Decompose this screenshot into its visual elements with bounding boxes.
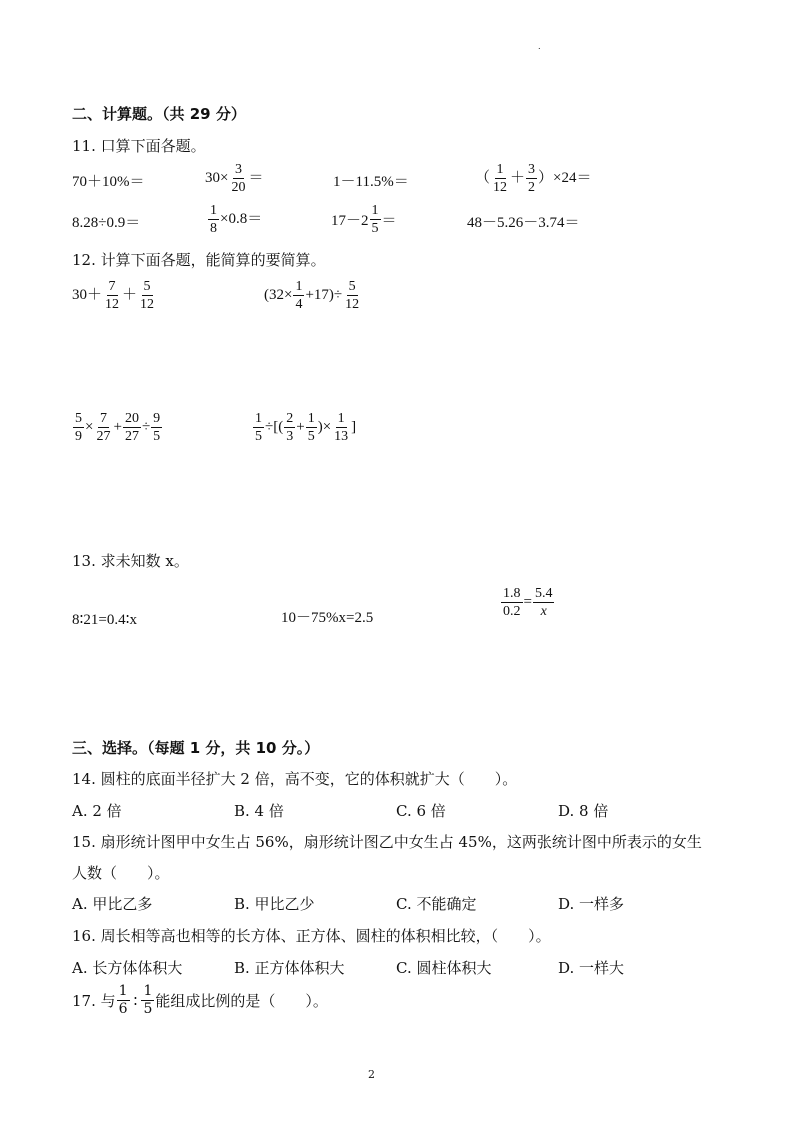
q15-option-a: A. 甲比乙多 xyxy=(72,895,153,913)
q13-eq-3: $\frac{1.8}{0.2}$ = $\frac{5.4}{x}$ xyxy=(503,586,553,619)
q12-expr-1: 30＋ $\frac{7}{12}$ ＋ $\frac{5}{12}$ xyxy=(72,279,155,312)
q14-option-d: D. 8 倍 xyxy=(558,802,609,820)
q11-label: 11. 口算下面各题。 xyxy=(72,137,206,155)
q15-option-c: C. 不能确定 xyxy=(396,895,477,913)
q15-stem-line-1: 15. 扇形统计图甲中女生占 56%，扇形统计图乙中女生占 45%，这两张统计图中所表示的女生 xyxy=(72,833,702,851)
q11-item-g: 17－2 $\frac{1}{5}$ ＝ xyxy=(331,203,397,236)
q16-stem: 16. 周长相等高也相等的长方体、正方体、圆柱的体积相比较，（ ）。 xyxy=(72,927,551,945)
q15-option-b: B. 甲比乙少 xyxy=(234,895,315,913)
q12-expr-2: (32× $\frac{1}{4}$ +17)÷ $\frac{5}{12}$ xyxy=(264,279,360,312)
q13-eq-2: 10－75%x=2.5 xyxy=(281,610,374,626)
q12-expr-3: $\frac{5}{9}$ × $\frac{7}{27}$ + $\frac{20}{27}$ ÷ $\frac{9}{5}$ xyxy=(75,411,161,444)
q11-item-d: （ $\frac{1}{12}$ ＋ $\frac{3}{2}$ ）×24＝ xyxy=(475,162,592,195)
q11-item-e: 8.28÷0.9＝ xyxy=(72,215,141,231)
q14-option-a: A. 2 倍 xyxy=(72,802,122,820)
q12-expr-4: $\frac{1}{5}$ ÷[( $\frac{2}{3}$ + $\frac{1}{5}$ )× $\frac{1}{13}$ ] xyxy=(255,411,357,444)
section-3-title: 三、选择。（每题 1 分，共 10 分。） xyxy=(72,739,320,757)
q11-item-f: $\frac{1}{8}$ ×0.8＝ xyxy=(210,203,263,236)
q15-stem-line-2: 人数（ ）。 xyxy=(72,864,170,882)
q11-item-h: 48－5.26－3.74＝ xyxy=(467,215,580,231)
q11-item-a: 70＋10%＝ xyxy=(72,174,145,190)
q16-option-c: C. 圆柱体积大 xyxy=(396,959,492,977)
top-mark: . xyxy=(538,42,541,51)
q15-option-d: D. 一样多 xyxy=(558,895,625,913)
q16-option-a: A. 长方体体积大 xyxy=(72,959,183,977)
section-2-title: 二、计算题。（共 29 分） xyxy=(72,105,246,123)
q17-stem: 17. 与 $\frac{1}{6}$ ∶ $\frac{1}{5}$ 能组成比例的是（ ）。 xyxy=(72,983,328,1017)
page-number: 2 xyxy=(368,1068,375,1081)
q13-label: 13. 求未知数 x。 xyxy=(72,552,189,570)
q11-item-b: 30× $\frac{3}{20}$ ＝ xyxy=(205,162,264,195)
q11-item-c: 1－11.5%＝ xyxy=(333,174,409,190)
q16-option-d: D. 一样大 xyxy=(558,959,625,977)
q12-label: 12. 计算下面各题，能简算的要简算。 xyxy=(72,251,326,269)
q14-option-b: B. 4 倍 xyxy=(234,802,284,820)
q13-eq-1: 8∶21=0.4∶x xyxy=(72,612,138,628)
q16-option-b: B. 正方体体积大 xyxy=(234,959,345,977)
q14-stem: 14. 圆柱的底面半径扩大 2 倍，高不变，它的体积就扩大（ ）。 xyxy=(72,770,518,788)
q14-option-c: C. 6 倍 xyxy=(396,802,446,820)
